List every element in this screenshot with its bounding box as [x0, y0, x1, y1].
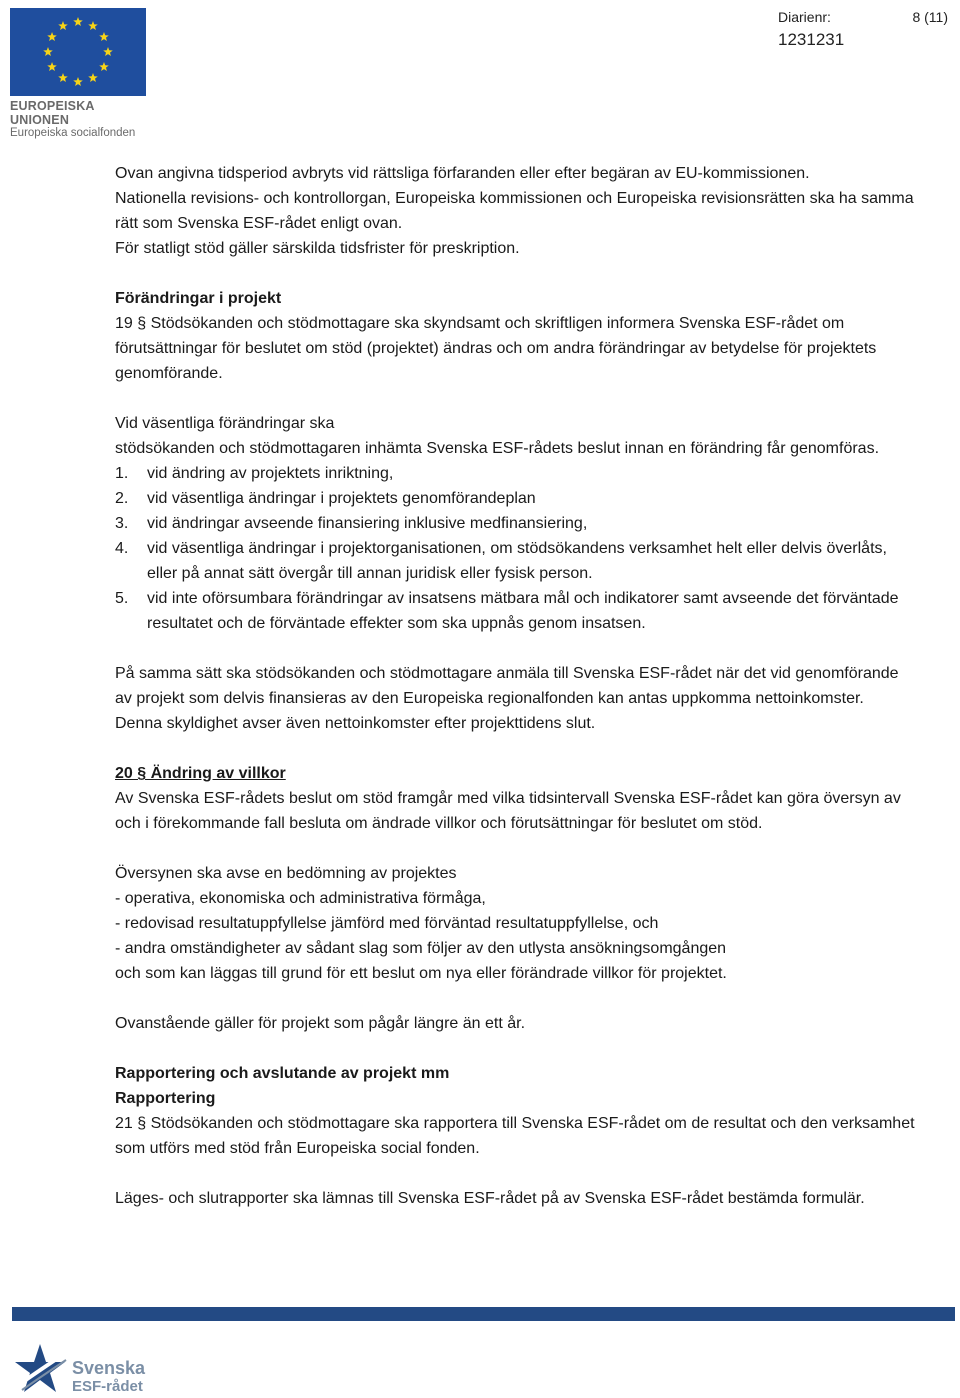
applies-paragraph: Ovanstående gäller för projekt som pågår längre än ett år.: [115, 1015, 526, 1032]
significant-changes-intro: Vid väsentliga förändringar ska: [115, 415, 335, 432]
intro-paragraph-3: För statligt stöd gäller särskilda tidsfrister för preskription.: [115, 240, 520, 257]
eu-logo: [10, 8, 148, 140]
paragraph-20: Av Svenska ESF-rådets beslut om stöd framgår med vilka tidsintervall Svenska ESF-rådet kan göra översyn av och i förekommande fall besluta om ändrade villkor och förutsättningar för beslutet om stöd.: [115, 790, 901, 832]
significant-changes-text: stödsökanden och stödmottagaren inhämta Svenska ESF-rådets beslut innan en förändring får genomföras.: [115, 440, 880, 457]
review-item: - andra omständigheter av sådant slag som följer av den utlysta ansökningsomgången: [115, 940, 727, 957]
list-text: vid inte oförsumbara förändringar av insatsens mätbara mål och indikatorer samt avseende det förväntade resultatet och de förväntade effekter som ska uppnås genom insatsen.: [147, 590, 899, 632]
list-number: 3.: [115, 515, 129, 532]
list-item: [115, 586, 915, 636]
changes-list: [115, 461, 915, 636]
list-number: 5.: [115, 590, 129, 607]
intro-paragraph-2: Nationella revisions- och kontrollorgan, Europeiska kommissionen och Europeiska revisionsrätten ska ha samma rätt som Svenska ESF-rådet enligt ovan.: [115, 190, 914, 232]
list-text: vid väsentliga ändringar i projektets genomförandeplan: [147, 490, 536, 507]
reports-paragraph: Läges- och slutrapporter ska lämnas till Svenska ESF-rådet på av Svenska ESF-rådet bestämda formulär.: [115, 1190, 865, 1207]
list-number: 4.: [115, 540, 129, 557]
footer-bar: [12, 1307, 955, 1321]
review-item: - redovisad resultatuppfyllelse jämförd med förväntad resultatuppfyllelse, och: [115, 915, 659, 932]
list-item: [115, 536, 915, 586]
subheading-reporting: Rapportering: [115, 1090, 216, 1107]
paragraph-19: 19 § Stödsökanden och stödmottagare ska skyndsamt och skriftligen informera Svenska ESF-rådet om förutsättningar för beslutet om stöd (projektet) ändras och om andra förändringar av betydelse för projektets genomförande.: [115, 315, 877, 382]
paragraph-21: 21 § Stödsökanden och stödmottagare ska rapportera till Svenska ESF-rådet om de resultat och den verksamhet som utförs med stöd från Europeiska social fonden.: [115, 1115, 915, 1157]
footer-logo-line1: Svenska: [72, 1358, 146, 1378]
list-text: vid väsentliga ändringar i projektorganisationen, om stödsökandens verksamhet helt eller delvis överlåts, eller på annat sätt övergår till annan juridisk eller fysisk person.: [147, 540, 887, 582]
diarienr-value: 1231231: [778, 30, 845, 49]
intro-paragraph-1: Ovan angivna tidsperiod avbryts vid rättsliga förfaranden eller efter begäran av EU-kommissionen.: [115, 165, 810, 182]
review-outro: och som kan läggas till grund för ett beslut om nya eller förändrade villkor för projektet.: [115, 965, 727, 982]
page-number: 8 (11): [912, 9, 948, 25]
net-income-paragraph: På samma sätt ska stödsökanden och stödmottagare anmäla till Svenska ESF-rådet när det vid genomförande av projekt som delvis finansieras av den Europeiska regionalfonden kan antas uppkomma nettoinkomster. Denna skyldighet avser även nettoinkomster efter projekttidens slut.: [115, 665, 899, 732]
review-intro: Översynen ska avse en bedömning av projektes: [115, 865, 457, 882]
eu-logo-line1: EUROPEISKA UNIONEN: [10, 99, 95, 127]
list-number: 1.: [115, 465, 129, 482]
section-heading-20: 20 § Ändring av villkor: [115, 765, 286, 782]
list-text: vid ändring av projektets inriktning,: [147, 465, 394, 482]
eu-logo-line2: Europeiska socialfonden: [10, 127, 136, 139]
list-item: [115, 511, 915, 536]
list-item: [115, 461, 915, 486]
list-item: [115, 486, 915, 511]
footer-logo-line2: ESF-rådet: [72, 1378, 143, 1395]
section-heading-changes: Förändringar i projekt: [115, 290, 282, 307]
section-heading-reporting: Rapportering och avslutande av projekt mm: [115, 1065, 450, 1082]
list-text: vid ändringar avseende finansiering inklusive medfinansiering,: [147, 515, 588, 532]
review-item: - operativa, ekonomiska och administrativa förmåga,: [115, 890, 486, 907]
eu-flag-icon: [10, 8, 146, 96]
document-body: [115, 161, 915, 1211]
diarienr-label: Diarienr:: [778, 9, 831, 25]
list-number: 2.: [115, 490, 129, 507]
